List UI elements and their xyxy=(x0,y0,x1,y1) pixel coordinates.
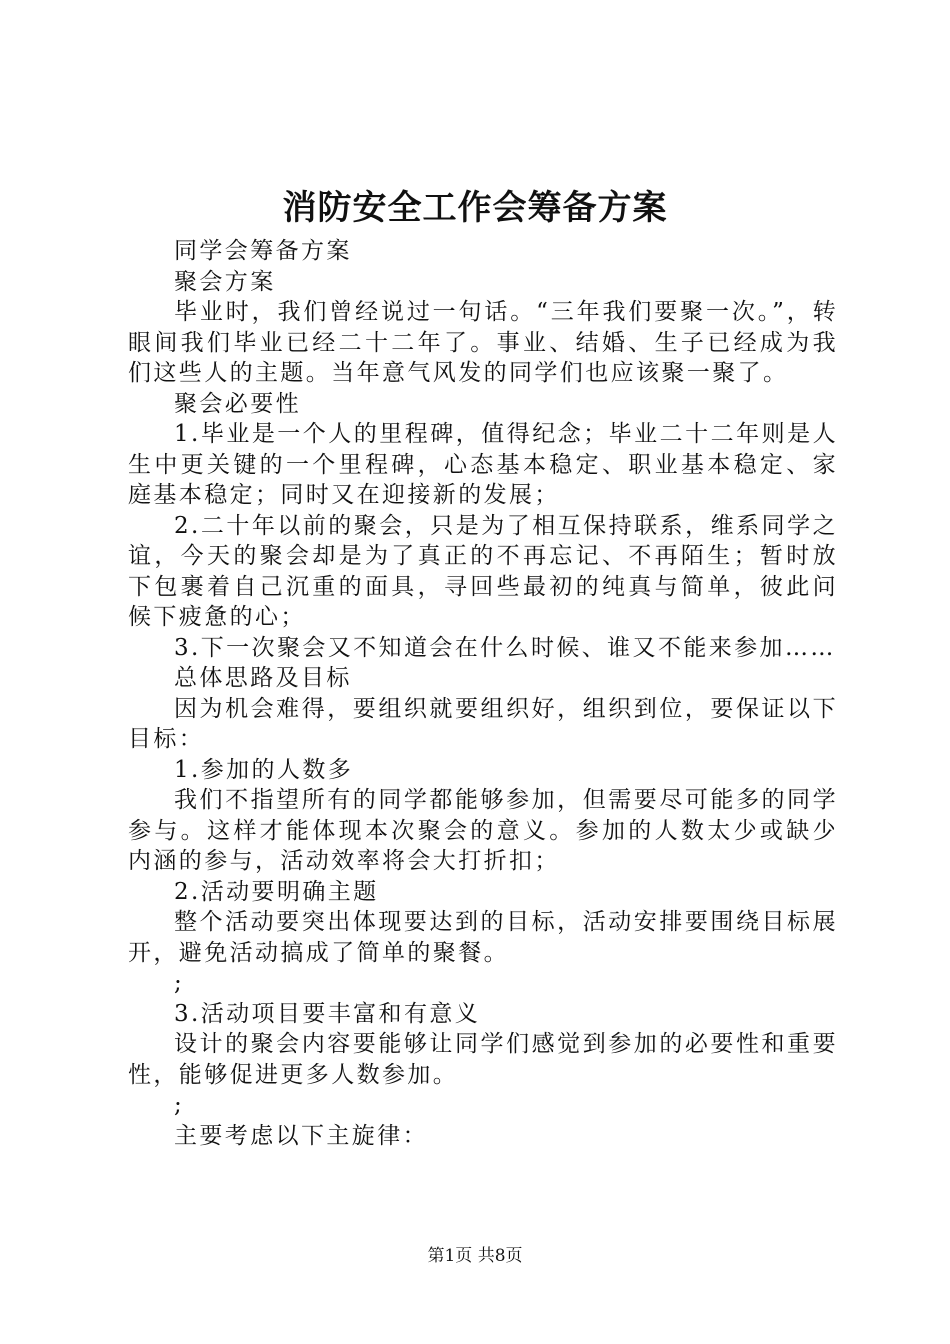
paragraph-main-themes: 主要考虑以下主旋律： xyxy=(174,1122,428,1149)
necessity-item-2: 2.二十年以前的聚会，只是为了相互保持联系，维系同学之谊，今天的聚会却是为了真正的不再忘记、不再陌生；暂时放下包裹着自己沉重的面具，寻回些最初的纯真与简单，彼此问候下疲惫的心； xyxy=(128,512,838,630)
necessity-item-3: 3.下一次聚会又不知道会在什么时候、谁又不能来参加…… xyxy=(174,634,836,661)
paragraph-goals-intro: 因为机会难得，要组织就要组织好，组织到位，要保证以下目标： xyxy=(128,695,838,752)
separator-semicolon: ; xyxy=(174,1092,185,1118)
page-number-footer: 第1页 共8页 xyxy=(427,1246,523,1266)
paragraph-reunion-plan: 同学会筹备方案 xyxy=(174,238,352,264)
document-title: 消防安全工作会筹备方案 xyxy=(282,188,668,228)
goal-item-2: 2.活动要明确主题 xyxy=(174,878,379,905)
goal-3-description: 设计的聚会内容要能够让同学们感觉到参加的必要性和重要性，能够促进更多人数参加。 xyxy=(128,1031,838,1088)
heading-necessity: 聚会必要性 xyxy=(174,390,301,417)
necessity-item-1: 1.毕业是一个人的里程碑，值得纪念；毕业二十二年则是人生中更关键的一个里程碑，心态基本稳定、职业基本稳定、家庭基本稳定；同时又在迎接新的发展； xyxy=(128,421,838,508)
goal-1-description: 我们不指望所有的同学都能够参加，但需要尽可能多的同学参与。这样才能体现本次聚会的意义。参加的人数太少或缺少内涵的参与，活动效率将会大打折扣； xyxy=(128,787,838,874)
heading-overall-goals: 总体思路及目标 xyxy=(174,665,352,691)
goal-2-description: 整个活动要突出体现要达到的目标，活动安排要围绕目标展开，避免活动搞成了简单的聚餐。 xyxy=(128,909,838,966)
goal-item-1: 1.参加的人数多 xyxy=(174,756,354,783)
separator-semicolon: ; xyxy=(174,970,185,996)
document-body xyxy=(128,236,838,1151)
paragraph-gathering-plan: 聚会方案 xyxy=(174,268,276,295)
paragraph-introduction: 毕业时，我们曾经说过一句话。“三年我们要聚一次。”，转眼间我们毕业已经二十二年了。事业、结婚、生子已经成为我们这些人的主题。当年意气风发的同学们也应该聚一聚了。 xyxy=(128,299,838,386)
goal-item-3: 3.活动项目要丰富和有意义 xyxy=(174,1000,481,1027)
